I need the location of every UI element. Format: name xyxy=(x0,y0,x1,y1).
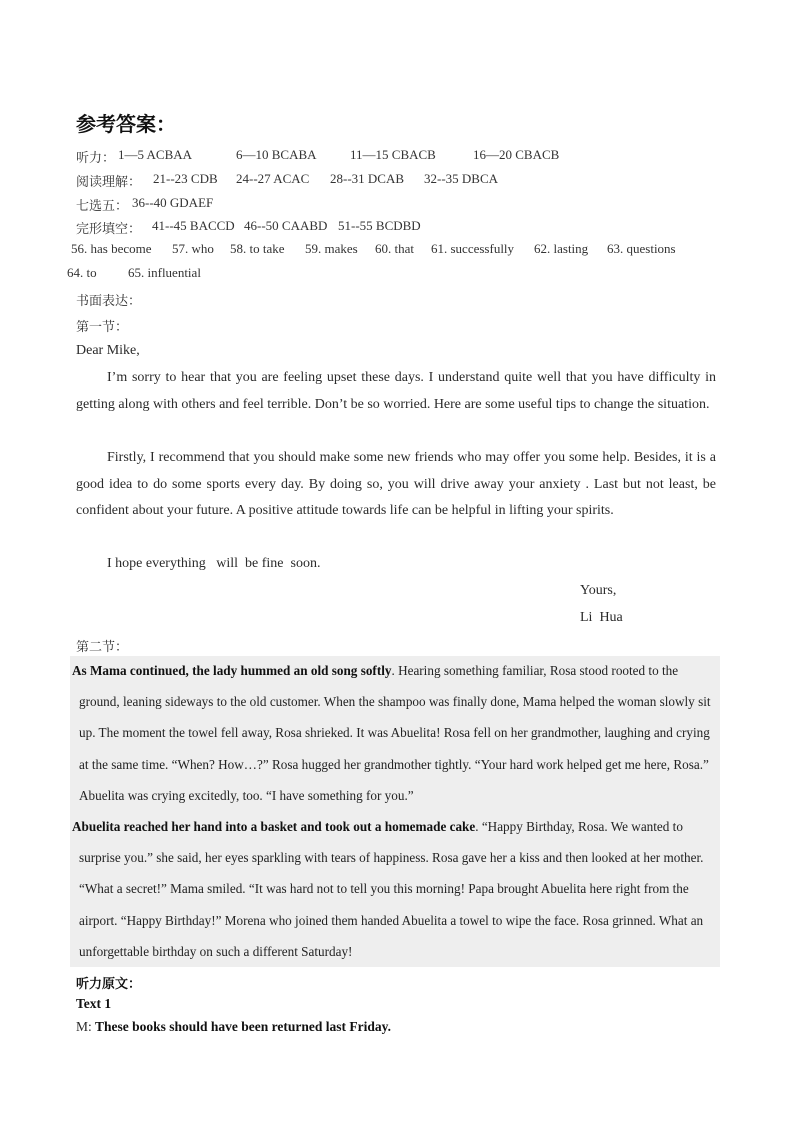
reading-group: 28--31 DCAB xyxy=(330,171,405,186)
cloze-group: 46--50 CAABD xyxy=(244,218,328,233)
story-lead-sentence: As Mama continued, the lady hummed an old song softly xyxy=(72,663,392,678)
reading-group: 24--27 ACAC xyxy=(236,171,310,186)
letter-paragraph: I hope everything will be fine soon. xyxy=(107,556,321,571)
transcript-line: These books should have been returned last Friday. xyxy=(95,1019,392,1034)
grammar-answer: 59. makes xyxy=(305,241,358,256)
section1-label: 第一节： xyxy=(76,320,129,335)
story-paragraph-1 xyxy=(72,655,718,811)
grammar-answer: 64. to xyxy=(67,265,97,280)
page-title: 参考答案： xyxy=(76,112,176,136)
grammar-answer: 65. influential xyxy=(128,265,201,280)
transcript-label: 听力原文： xyxy=(76,977,142,992)
grammar-answer: 63. questions xyxy=(607,241,676,256)
cloze-group: 41--45 BACCD xyxy=(152,218,235,233)
writing-label: 书面表达： xyxy=(76,294,142,309)
seven-label: 七选五： xyxy=(76,199,129,214)
grammar-answer: 57. who xyxy=(172,241,214,256)
listening-group: 16—20 CBACB xyxy=(473,147,560,162)
reading-group: 21--23 CDB xyxy=(153,171,218,186)
story-text: . “Happy Birthday, Rosa. We wanted to surprise you.” she said, her eyes sparkling with tears of happiness. Rosa gave her a kiss and then looked at her mother. “What a secret!” Mama smiled. “It was hard not to tell you this morning! Papa brought Abuelita here right from the airport. “Happy Birthday!” Morena who joined them handed Abuelita a towel to wipe the face. Rosa grinned. What an unforgettable birthday on such a different Saturday! xyxy=(79,819,704,959)
grammar-answer: 62. lasting xyxy=(534,241,589,256)
letter-closing: Yours, xyxy=(580,583,617,598)
grammar-answer: 56. has become xyxy=(71,241,152,256)
cloze-label: 完形填空： xyxy=(76,222,142,237)
listening-group: 1—5 ACBAA xyxy=(118,147,193,162)
letter-greeting: Dear Mike, xyxy=(76,343,140,358)
reading-group: 32--35 DBCA xyxy=(424,171,499,186)
grammar-answer: 61. successfully xyxy=(431,241,515,256)
letter-paragraph: Firstly, I recommend that you should make some new friends who may offer you some help. Besides, it is a good idea to do some sports every day. By doing so, you will drive away your anxiety . Last but not least, be confident about your future. A positive attitude towards life can be helpful in lifting your spirits. xyxy=(76,450,716,519)
letter-signature: Li Hua xyxy=(580,610,623,625)
speaker-label: M: xyxy=(76,1019,92,1034)
grammar-answer: 60. that xyxy=(375,241,414,256)
listening-group: 11—15 CBACB xyxy=(350,147,436,162)
listening-group: 6—10 BCABA xyxy=(236,147,317,162)
letter-paragraph: I’m sorry to hear that you are feeling upset these days. I understand quite well that you have difficulty in getting along with others and feel terrible. Don’t be so worried. Here are some useful tips to change the situation. xyxy=(76,370,716,412)
section2-label: 第二节： xyxy=(76,640,129,655)
listening-label: 听力： xyxy=(76,151,116,166)
story-text: . Hearing something familiar, Rosa stood rooted to the ground, leaning sideways to the old customer. When the shampoo was finally done, Mama helped the woman slowly sit up. The moment the towel fell away, Rosa shrieked. It was Abuelita! Rosa fell on her grandmother, laughing and crying at the same time. “When? How…?” Rosa hugged her grandmother tightly. “Your hard work helped get me here, Rosa.” Abuelita was crying excitedly, too. “I have something for you.” xyxy=(79,663,711,803)
seven-group: 36--40 GDAEF xyxy=(132,195,214,210)
reading-label: 阅读理解： xyxy=(76,175,142,190)
story-paragraph-2 xyxy=(72,811,718,967)
text1-label: Text 1 xyxy=(76,996,112,1011)
grammar-answer: 58. to take xyxy=(230,241,285,256)
story-lead-sentence: Abuelita reached her hand into a basket and took out a homemade cake xyxy=(72,819,476,834)
cloze-group: 51--55 BCDBD xyxy=(338,218,421,233)
